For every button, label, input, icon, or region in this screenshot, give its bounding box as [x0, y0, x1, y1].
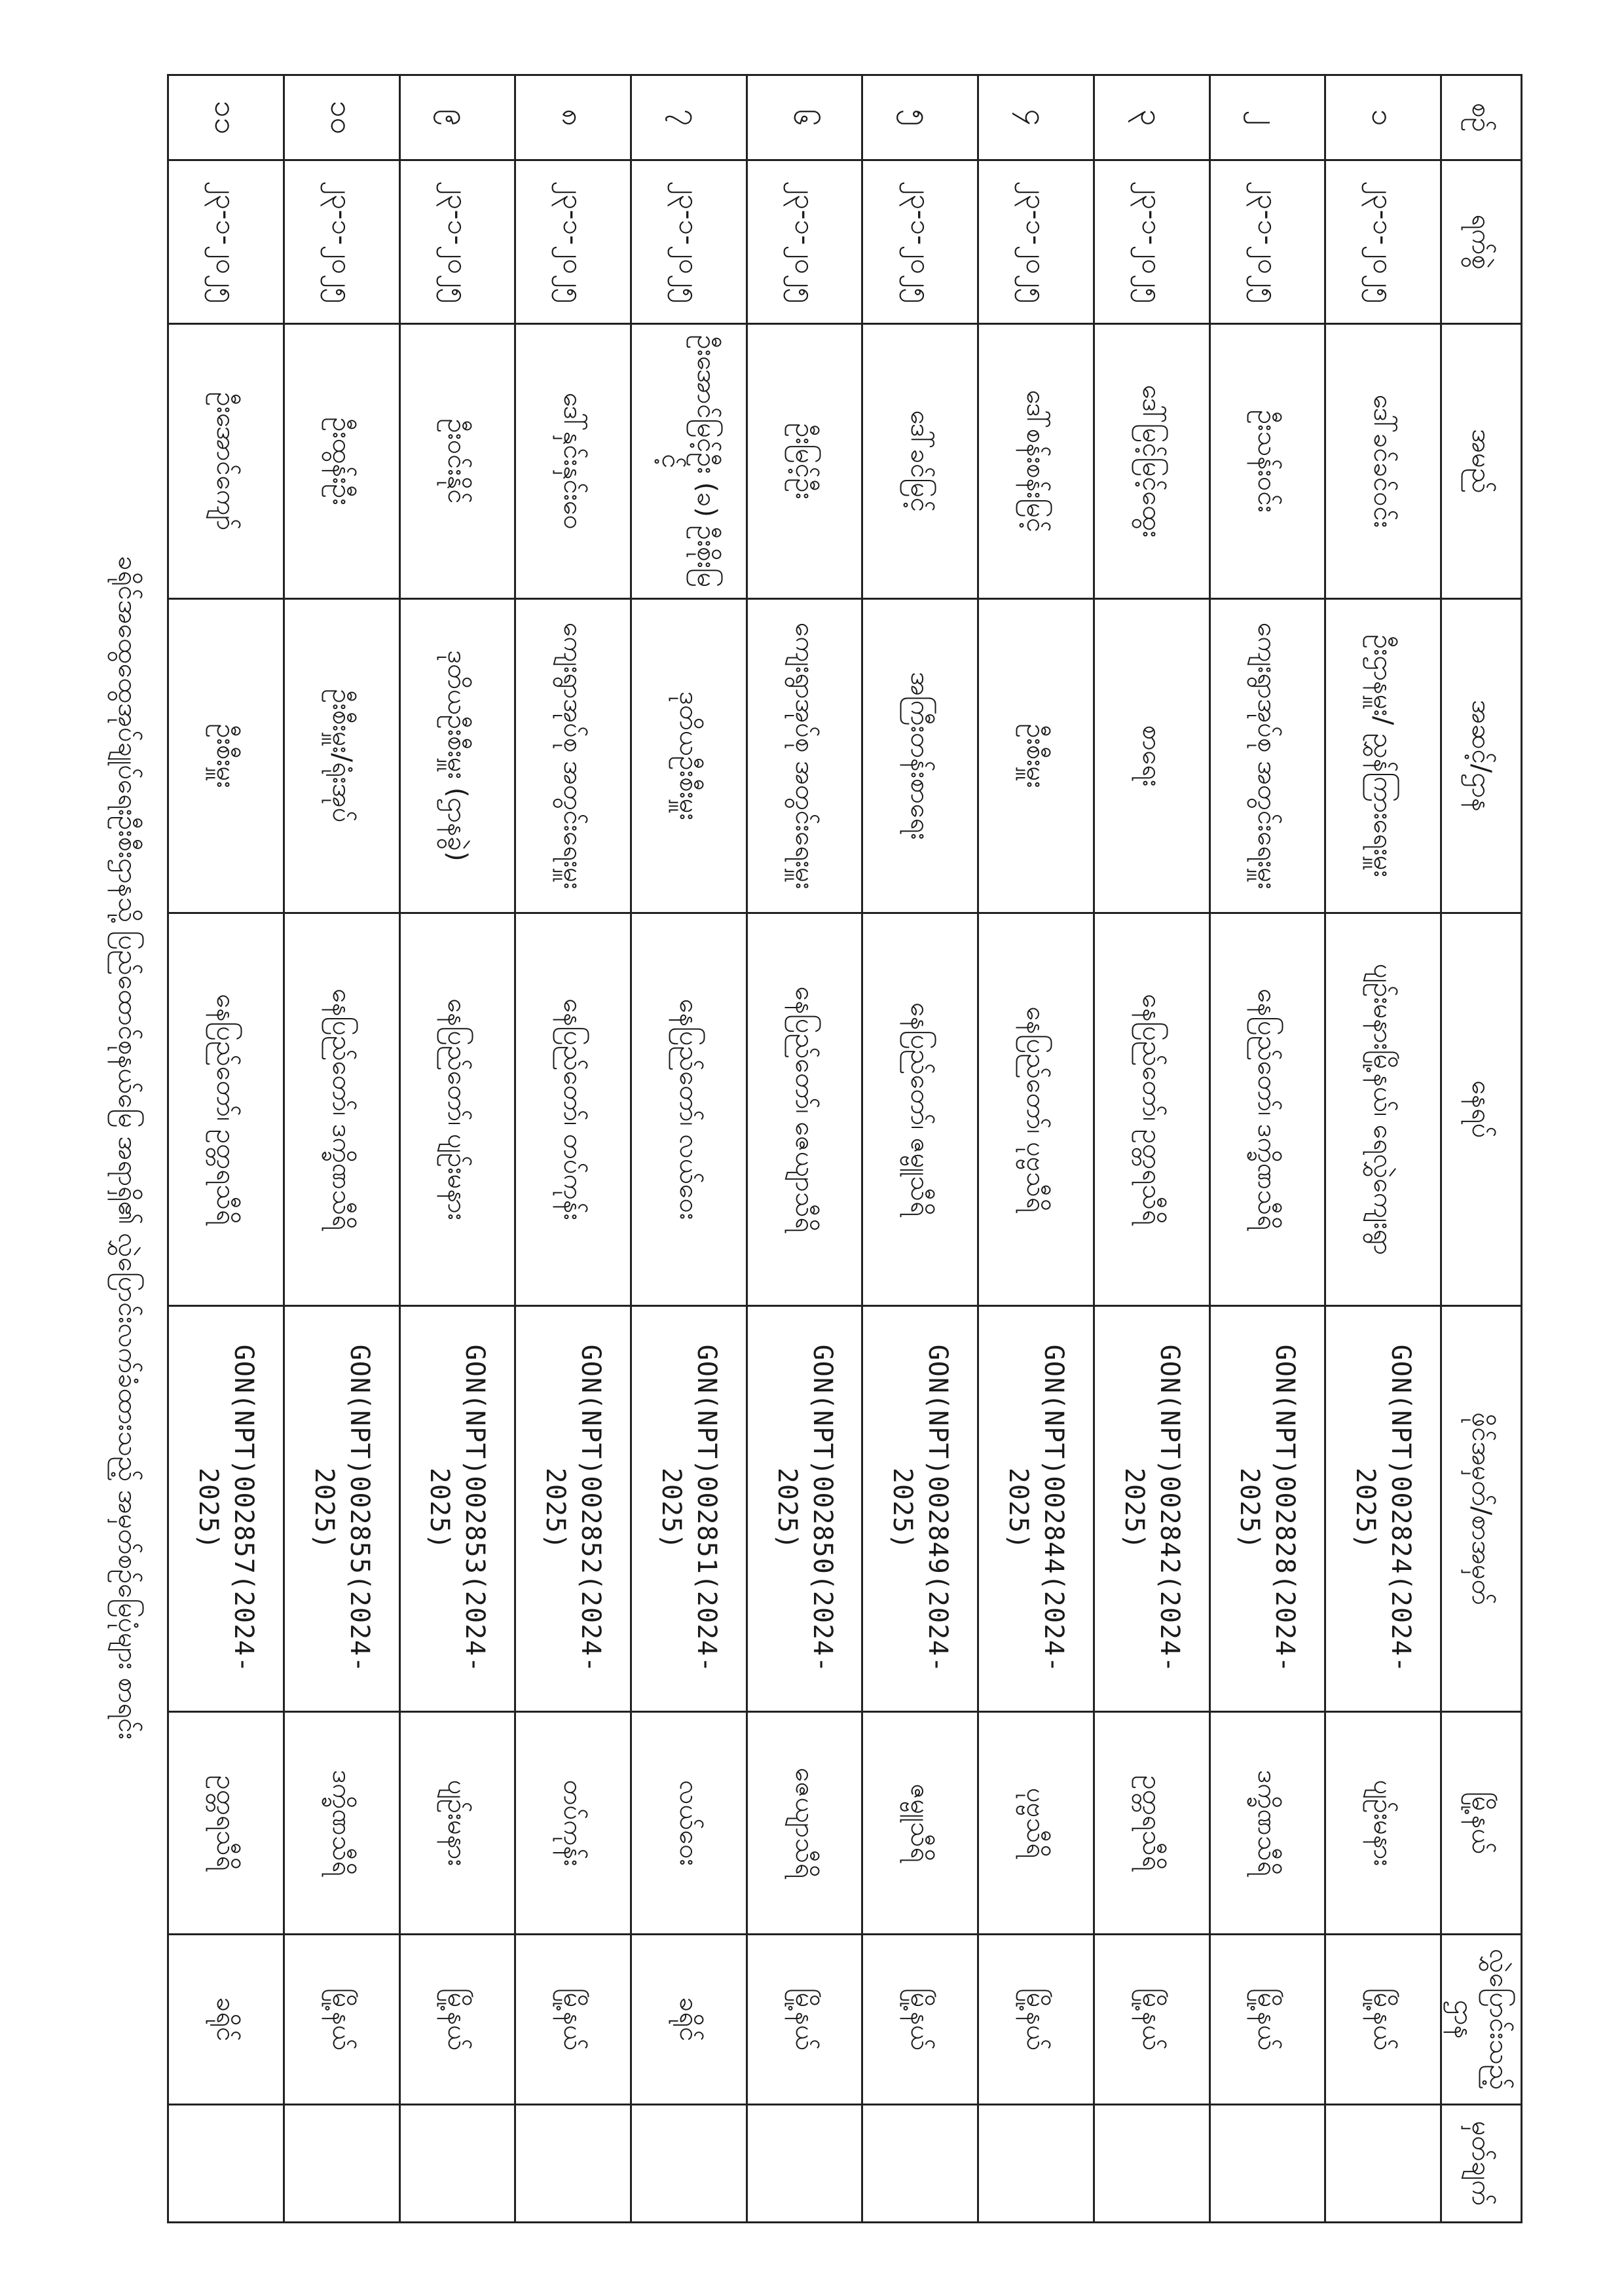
cell-remarks — [1325, 2105, 1441, 2223]
table-row — [1094, 75, 1209, 2223]
table-row — [399, 75, 515, 2223]
cell-department: မြို့နယ် — [399, 1935, 515, 2105]
cell-remarks — [1094, 2105, 1209, 2223]
cell-name: ဒေါ်မြင့်မြင့်ထွေး — [1094, 324, 1209, 599]
cell-file-number: GON(NPT)002855(2024-2025) — [284, 1306, 399, 1712]
cell-date: ၂၃-၁-၂၀၂၅ — [1209, 160, 1325, 324]
cell-township: ဇမ္ဗူသီရိ — [862, 1712, 978, 1935]
table-row — [862, 75, 978, 2223]
cell-file-number: GON(NPT)002850(2024-2025) — [747, 1306, 862, 1712]
cell-address: နေပြည်တော်၊ ဒက္ခိဏသီရိ — [1209, 913, 1325, 1306]
cell-file-number: GON(NPT)002852(2024-2025) — [515, 1306, 631, 1712]
cell-serial: ၅ — [862, 75, 978, 160]
table-row — [1325, 75, 1441, 2223]
cell-serial: ၈ — [515, 75, 631, 160]
cell-remarks — [747, 2105, 862, 2223]
header-serial: စဉ် — [1441, 75, 1522, 160]
cell-serial: ၆ — [747, 75, 862, 160]
cell-date: ၂၃-၁-၂၀၂၅ — [631, 160, 747, 324]
cell-rank: ဦးစီးမှူး — [168, 599, 284, 913]
cell-date: ၂၃-၁-၂၀၂၅ — [515, 160, 631, 324]
header-date: ရက်စွဲ — [1441, 160, 1522, 324]
cell-department: မြို့နယ် — [747, 1935, 862, 2105]
cell-serial: ၁၀ — [284, 75, 399, 160]
cell-address: နေပြည်တော်၊ ပျဉ်းမနား — [399, 913, 515, 1306]
cell-name: ဦးအောင်မြင့်ဦး (ခ) ဦးစိုးမြင့် — [631, 324, 747, 599]
cell-rank: အကြီးတန်းစာရေး — [862, 599, 978, 913]
cell-date: ၂၃-၁-၂၀၂၅ — [284, 160, 399, 324]
cell-remarks — [515, 2105, 631, 2223]
cell-township: ဥတ္တရသီရိ — [168, 1712, 284, 1935]
cell-department: မြို့နယ် — [1325, 1935, 1441, 2105]
cell-file-number: GON(NPT)002857(2024-2025) — [168, 1306, 284, 1712]
cell-township: ဇေယျာသီရိ — [747, 1712, 862, 1935]
document-title: ခရိုင်အထွေထွေအုပ်ချုပ်ရေးဦးစီးဌာနသို့ ပြည်ထောင်စုနယ်မြေ အရာရှိ၏ လွှဲပြောင်းလက်ခံထားသည့် အမှတ်စဉ်မြေပုံများ စာရင်း — [113, 556, 143, 1740]
header-remarks: မှတ်ချက် — [1441, 2105, 1522, 2223]
cell-serial: ၂ — [1209, 75, 1325, 160]
cell-address: နေပြည်တော်၊ ဥတ္တရသီရိ — [1094, 913, 1209, 1306]
cell-department: မြို့နယ် — [978, 1935, 1094, 2105]
cell-name: ဒေါ်ခင်ခင်ဝင်း — [1325, 324, 1441, 599]
header-township: မြို့နယ် — [1441, 1712, 1522, 1935]
cell-department: ခရိုင် — [631, 1935, 747, 2105]
cell-department: မြို့နယ် — [284, 1935, 399, 2105]
cell-remarks — [631, 2105, 747, 2223]
cell-serial: ၉ — [399, 75, 515, 160]
cell-file-number: GON(NPT)002824(2024-2025) — [1325, 1306, 1441, 1712]
cell-address: နေပြည်တော်၊ ဥတ္တရသီရိ — [168, 913, 284, 1306]
table-row — [284, 75, 399, 2223]
cell-date: ၂၃-၁-၂၀၂၅ — [862, 160, 978, 324]
cell-address: နေပြည်တော်၊ ဇမ္ဗူသီရိ — [862, 913, 978, 1306]
cell-department: ခရိုင် — [168, 1935, 284, 2105]
cell-serial: ၇ — [631, 75, 747, 160]
cell-date: ၂၃-၁-၂၀၂၅ — [747, 160, 862, 324]
cell-file-number: GON(NPT)002842(2024-2025) — [1094, 1306, 1209, 1712]
cell-township: တပ်ကုန်း — [515, 1712, 631, 1935]
cell-township: ဥတ္တရသီရိ — [1094, 1712, 1209, 1935]
cell-rank: ဒုတိယဦးစီးမှူး — [631, 599, 747, 913]
cell-rank: ဒုတိယဦးစီးမှူး (ဌာနခွဲ) — [399, 599, 515, 913]
cell-address: နေပြည်တော်၊ ဒက္ခိဏသီရိ — [284, 913, 399, 1306]
cell-name: ဒေါ်ခင်မြင့် — [862, 324, 978, 599]
cell-township: ပျဉ်းမနား — [399, 1712, 515, 1935]
cell-township: ပုဗ္ဗသီရိ — [978, 1712, 1094, 1935]
cell-name: ဦးသန်းဝင်း — [1209, 324, 1325, 599]
header-name: အမည် — [1441, 324, 1522, 599]
cell-rank: ဦးဌာနမှူး/ ညွှန်ကြားရေးမှူး — [1325, 599, 1441, 913]
cell-remarks — [399, 2105, 515, 2223]
cell-township: ဒက္ခိဏသီရိ — [284, 1712, 399, 1935]
cell-name: ဦးမြင့်ဦး — [747, 324, 862, 599]
cell-rank: ကျေးရွာအုပ်စု အတွင်းရေးမှူး — [747, 599, 862, 913]
table-row — [515, 75, 631, 2223]
header-rank: အဆင့်/ဌာန — [1441, 599, 1522, 913]
cell-file-number: GON(NPT)002828(2024-2025) — [1209, 1306, 1325, 1712]
records-table — [167, 74, 1522, 2223]
cell-rank: ကျေးရွာအုပ်စု အတွင်းရေးမှူး — [515, 599, 631, 913]
cell-serial: ၄ — [978, 75, 1094, 160]
header-file-number: ဖိုင်အမှတ်/စာအမှတ် — [1441, 1306, 1522, 1712]
cell-remarks — [978, 2105, 1094, 2223]
cell-rank: ကျေးရွာအုပ်စု အတွင်းရေးမှူး — [1209, 599, 1325, 913]
cell-name: ဦးအောင်ကျော် — [168, 324, 284, 599]
cell-name: ဒေါ်စန်းစန်းမြင့် — [978, 324, 1094, 599]
header-address: နေရပ် — [1441, 913, 1522, 1306]
cell-date: ၂၃-၁-၂၀၂၅ — [978, 160, 1094, 324]
cell-name: ဒေါ်နှင်းနှင်းဝေ — [515, 324, 631, 599]
cell-rank: ဦးစီးမှူး — [978, 599, 1094, 913]
cell-file-number: GON(NPT)002851(2024-2025) — [631, 1306, 747, 1712]
cell-address: နေပြည်တော်၊ ပုဗ္ဗသီရိ — [978, 913, 1094, 1306]
header-department: လွှဲပြောင်းသည့် ဌာန — [1441, 1935, 1522, 2105]
cell-department: မြို့နယ် — [515, 1935, 631, 2105]
cell-address: ပျဉ်းမနားမြို့နယ်၊ ရေလွှဲကျေးရွာ — [1325, 913, 1441, 1306]
cell-township: ဒက္ခိဏသီရိ — [1209, 1712, 1325, 1935]
cell-date: ၂၃-၁-၂၀၂၅ — [168, 160, 284, 324]
cell-serial: ၁ — [1325, 75, 1441, 160]
cell-date: ၂၃-၁-၂၀၂၅ — [1094, 160, 1209, 324]
cell-date: ၂၃-၁-၂၀၂၅ — [1325, 160, 1441, 324]
cell-department: မြို့နယ် — [1209, 1935, 1325, 2105]
cell-rank: ဦးစီးမှူး/ရုံးအုပ် — [284, 599, 399, 913]
table-row — [168, 75, 284, 2223]
cell-serial: ၃ — [1094, 75, 1209, 160]
table-row — [978, 75, 1094, 2223]
rotated-document — [82, 67, 1542, 2228]
table-row — [631, 75, 747, 2223]
cell-name: ဦးထွန်းဦး — [284, 324, 399, 599]
cell-file-number: GON(NPT)002849(2024-2025) — [862, 1306, 978, 1712]
cell-serial: ၁၁ — [168, 75, 284, 160]
cell-department: မြို့နယ် — [862, 1935, 978, 2105]
cell-remarks — [168, 2105, 284, 2223]
table-row — [747, 75, 862, 2223]
cell-department: မြို့နယ် — [1094, 1935, 1209, 2105]
table-row — [1209, 75, 1325, 2223]
cell-remarks — [1209, 2105, 1325, 2223]
cell-file-number: GON(NPT)002844(2024-2025) — [978, 1306, 1094, 1712]
cell-rank: စာရေး — [1094, 599, 1209, 913]
cell-township: ပျဉ်းမနား — [1325, 1712, 1441, 1935]
cell-address: နေပြည်တော်၊ ဇေယျာသီရိ — [747, 913, 862, 1306]
cell-address: နေပြည်တော်၊ လယ်ဝေး — [631, 913, 747, 1306]
cell-address: နေပြည်တော်၊ တပ်ကုန်း — [515, 913, 631, 1306]
table-header-row — [1441, 75, 1522, 2223]
cell-township: လယ်ဝေး — [631, 1712, 747, 1935]
cell-name: ဦးဝင်းနိုင် — [399, 324, 515, 599]
cell-date: ၂၃-၁-၂၀၂၅ — [399, 160, 515, 324]
cell-file-number: GON(NPT)002853(2024-2025) — [399, 1306, 515, 1712]
cell-remarks — [862, 2105, 978, 2223]
cell-remarks — [284, 2105, 399, 2223]
